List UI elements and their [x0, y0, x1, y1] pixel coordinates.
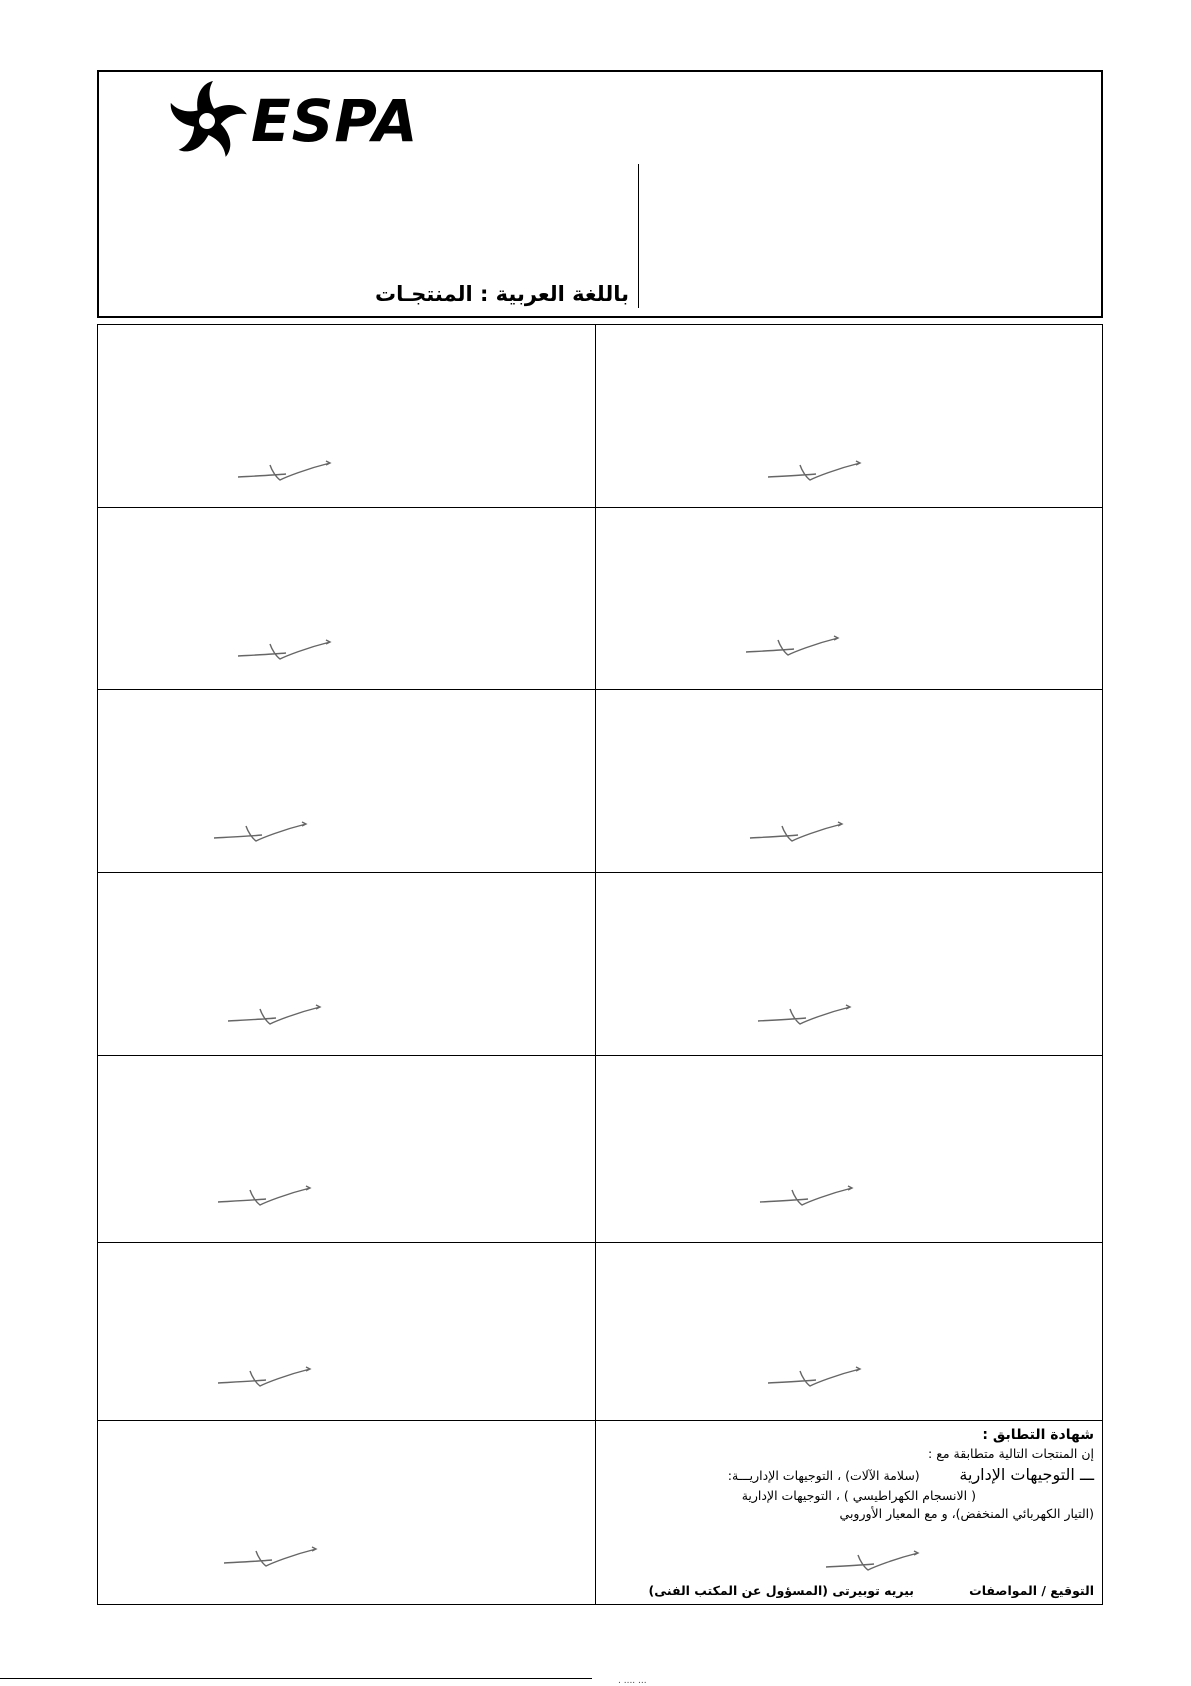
signature-mark [212, 818, 308, 844]
espa-logo [165, 78, 419, 164]
signature-cell [98, 1243, 596, 1421]
signature-grid [97, 324, 1103, 1605]
signature-cell [596, 873, 1102, 1056]
signature-mark [758, 1182, 854, 1208]
certificate-title: شهادة التطابق : [982, 1427, 1094, 1443]
signature-mark [744, 632, 840, 658]
signature-mark [824, 1547, 920, 1573]
espa-impeller-icon [165, 78, 249, 164]
header-divider [638, 164, 639, 308]
signature-cell [98, 325, 596, 508]
directive-heading: ـــ التوجيهات الإدارية [959, 1465, 1094, 1485]
signature-cell [98, 690, 596, 873]
products-label: باللغة العربية : المنتجـات [375, 282, 629, 306]
sign-label: التوقيع / المواصفات [969, 1583, 1094, 1598]
signature-mark [222, 1543, 318, 1569]
signature-mark [226, 1001, 322, 1027]
header-box [97, 70, 1103, 318]
signature-cell [98, 873, 596, 1056]
signature-cell [596, 508, 1102, 690]
certificate-intro: إن المنتجات التالية متطابقة مع : [928, 1446, 1094, 1462]
signature-cell [596, 1243, 1102, 1421]
certificate-cell [596, 1421, 1102, 1604]
signature-mark [766, 1363, 862, 1389]
signer-name: بيريه توبيرتى (المسؤول عن المكتب الفنى) [648, 1583, 914, 1598]
certificate-signature-row [596, 1583, 1102, 1611]
certificate-line-3: (التيار الكهربائي المنخفض)، و مع المعيار الأوروبي [839, 1505, 1094, 1521]
footer-page-mark: . .... ... [618, 1676, 647, 1686]
directive-line-1-tail: (سلامة الآلات) ، التوجيهات الإداريـــة: [727, 1468, 920, 1484]
signature-cell [98, 1056, 596, 1243]
signature-mark [216, 1363, 312, 1389]
certificate-line-2: ( الانسجام الكهراطيسي ) ، التوجيهات الإدارية [741, 1487, 976, 1503]
signature-mark [748, 818, 844, 844]
signature-cell [596, 1056, 1102, 1243]
signature-mark [766, 457, 862, 483]
brand-name: ESPA [251, 87, 419, 155]
footer-rule [0, 1678, 592, 1679]
signature-mark [236, 457, 332, 483]
signature-mark [216, 1182, 312, 1208]
signature-cell [596, 325, 1102, 508]
certificate-text [614, 1425, 1094, 1523]
signature-mark [756, 1001, 852, 1027]
signature-mark [236, 636, 332, 662]
signature-cell [98, 508, 596, 690]
signature-cell [98, 1421, 596, 1604]
signature-cell [596, 690, 1102, 873]
certificate-line-1 [614, 1463, 1094, 1486]
